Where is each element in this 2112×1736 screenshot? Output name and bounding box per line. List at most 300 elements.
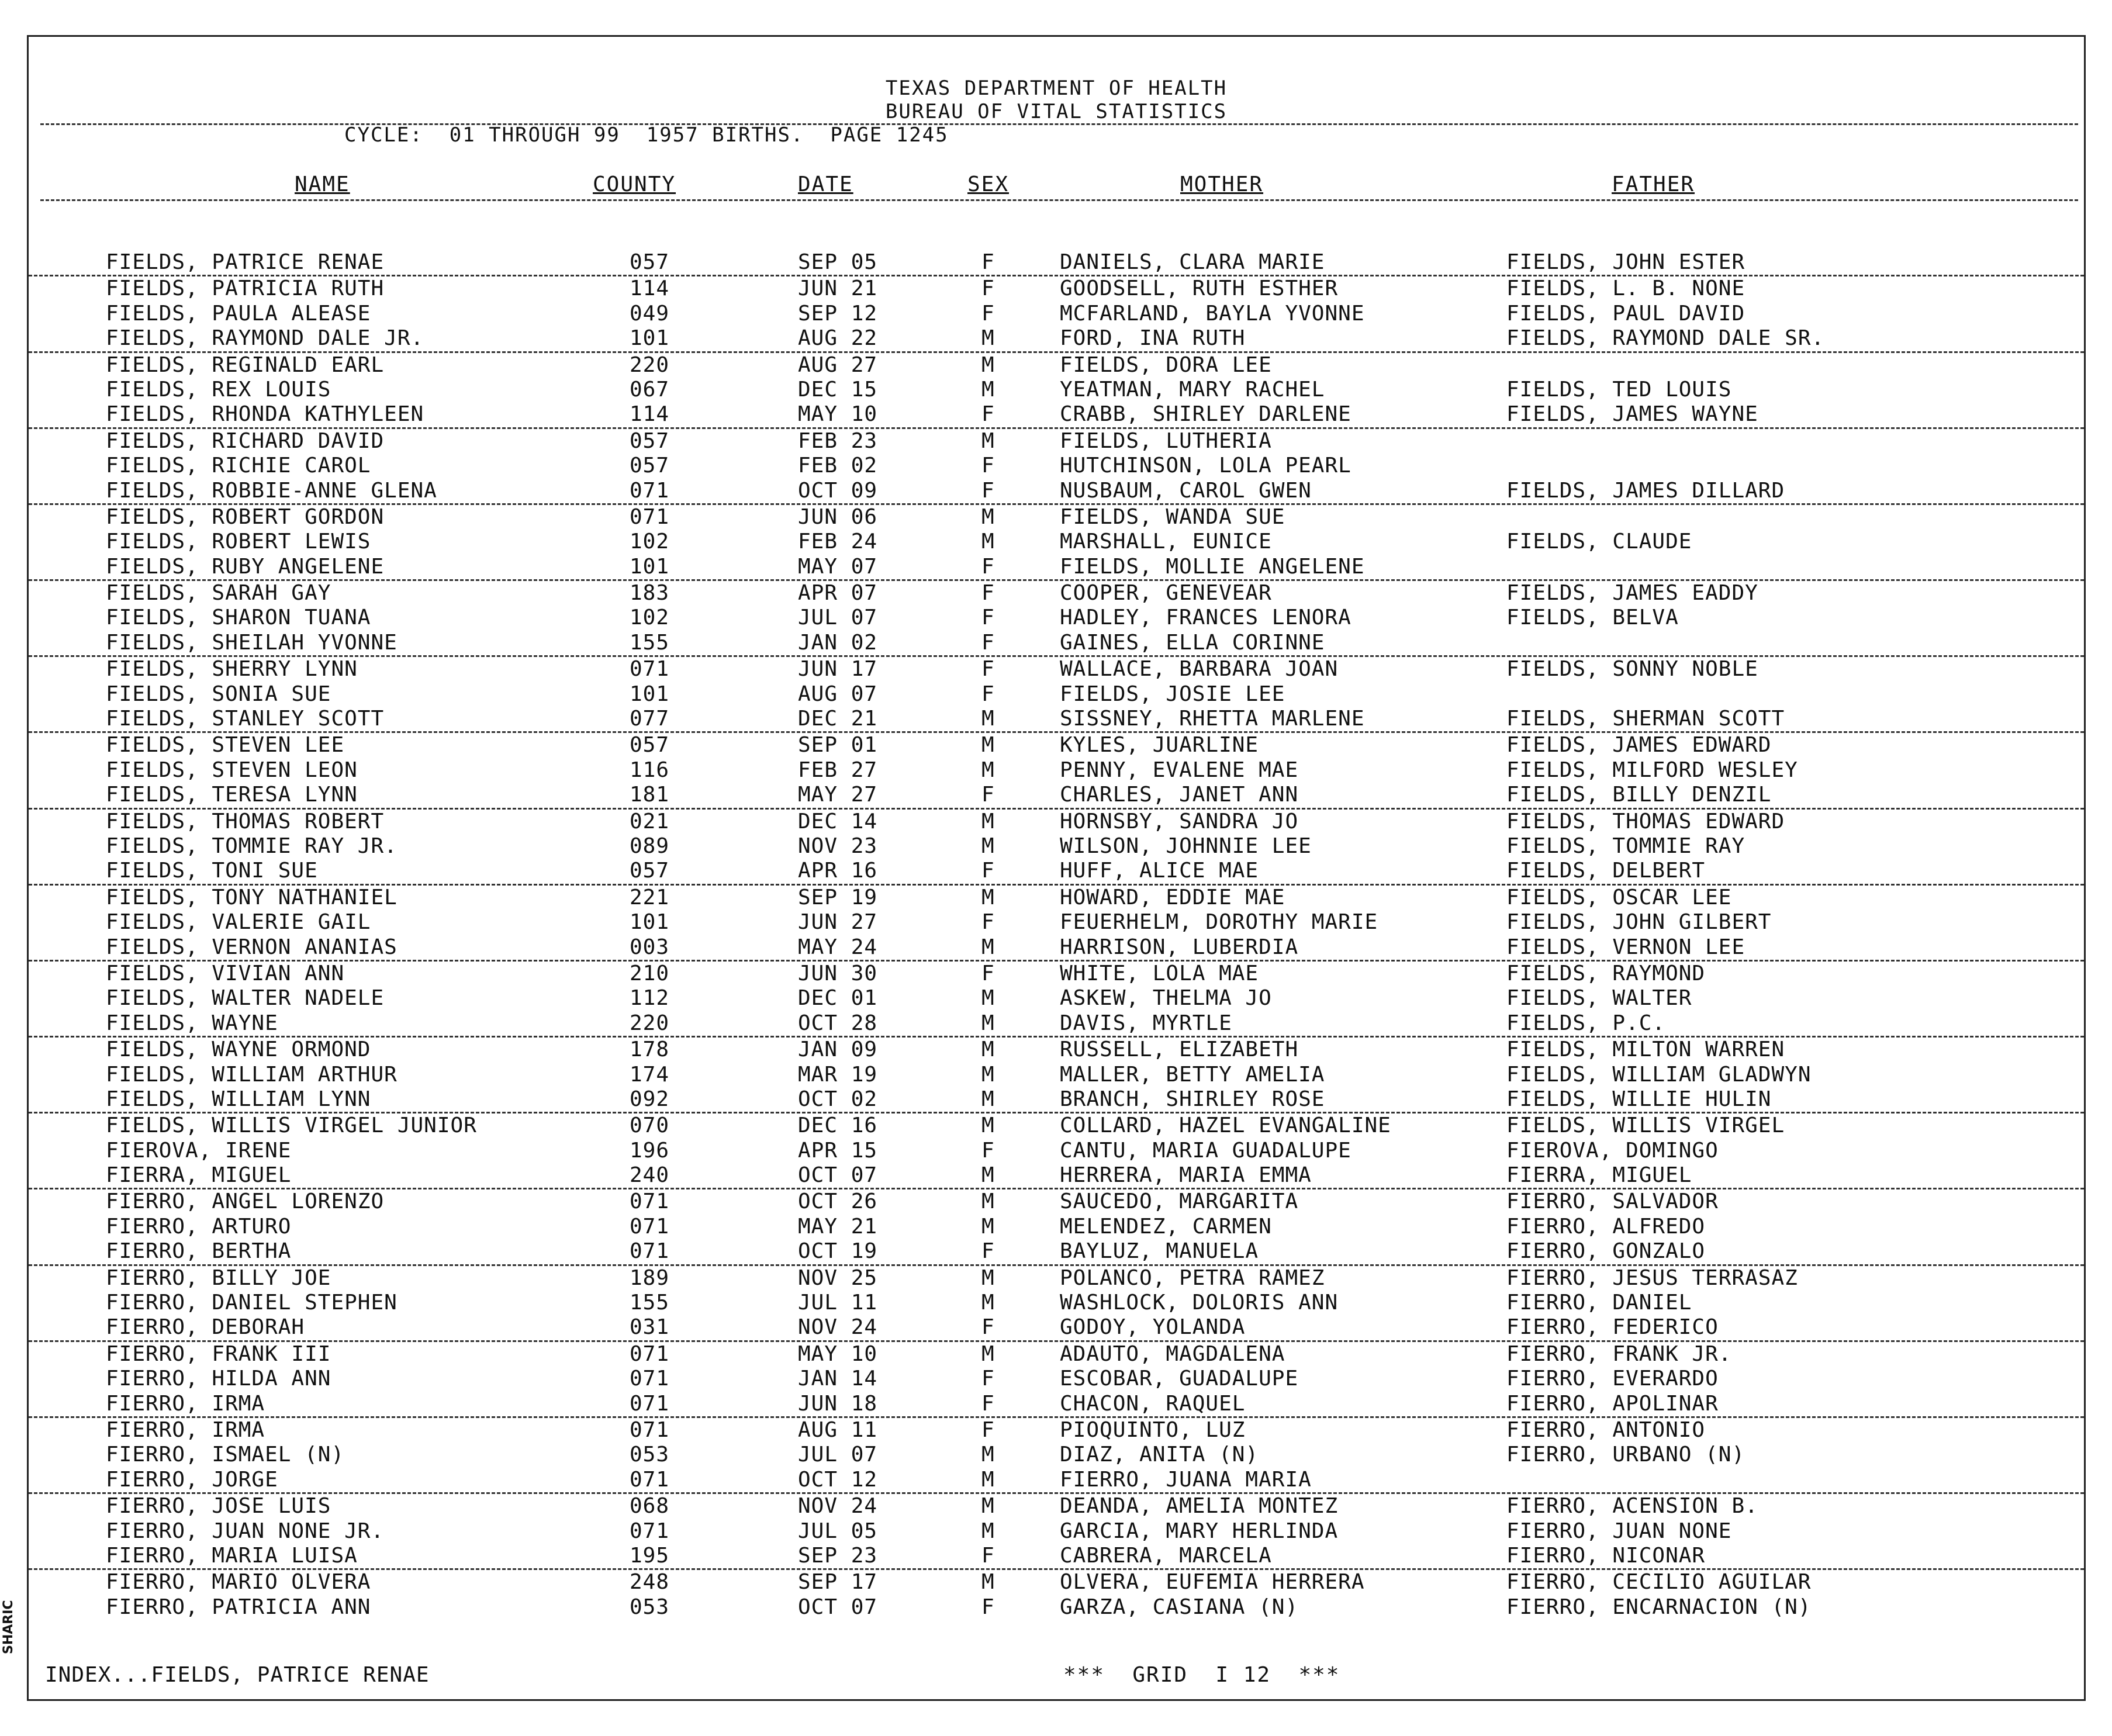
cell-sex: M [981,986,995,1011]
table-row [29,886,2084,910]
document-frame [27,35,2086,1701]
cell-sex: M [981,1443,995,1467]
cell-county: 070 [630,1113,670,1138]
cell-sex: M [981,1038,995,1062]
cell-county: 071 [630,504,670,529]
table-row [29,1011,2084,1038]
cell-sex: M [981,1214,995,1239]
cell-date: APR 16 [798,859,878,883]
table-row [29,1139,2084,1163]
cell-date: SEP 12 [798,301,878,326]
cell-father: FIERRO, ACENSION B. [1506,1494,1758,1519]
table-row [29,859,2084,885]
cell-name: FIERRO, PATRICIA ANN [106,1595,371,1619]
cell-date: AUG 27 [798,352,878,377]
cell-father: FIERRO, GONZALO [1506,1239,1706,1264]
cell-date: SEP 17 [798,1570,878,1595]
cell-mother: FIELDS, JOSIE LEE [1060,682,1285,706]
cell-mother: DIAZ, ANITA (N) [1060,1443,1259,1467]
cell-mother: CHACON, RAQUEL [1060,1391,1246,1416]
table-row [29,1239,2084,1265]
cell-name: FIERRA, MIGUEL [106,1163,292,1188]
cell-county: 189 [630,1265,670,1290]
cell-county: 067 [630,377,670,402]
col-header-father: FATHER [1612,172,1695,196]
cell-name: FIELDS, REGINALD EARL [106,352,385,377]
cell-name: FIELDS, TERESA LYNN [106,783,358,807]
cell-county: 089 [630,834,670,858]
cell-sex: M [981,1062,995,1087]
cell-date: NOV 24 [798,1315,878,1340]
cell-mother: WHITE, LOLA MAE [1060,961,1259,985]
cell-county: 174 [630,1062,670,1087]
cell-sex: M [981,428,995,453]
cell-mother: MELENDEZ, CARMEN [1060,1214,1272,1239]
table-row [29,1570,2084,1595]
cell-sex: M [981,758,995,782]
cell-name: FIELDS, STEVEN LEON [106,758,358,782]
cell-date: NOV 25 [798,1265,878,1290]
cell-mother: FIERRO, JUANA MARIA [1060,1467,1312,1492]
cell-name: FIELDS, PAULA ALEASE [106,301,371,326]
cell-county: 102 [630,606,670,630]
cell-mother: DAVIS, MYRTLE [1060,1011,1232,1035]
cell-sex: M [981,377,995,402]
cell-mother: MCFARLAND, BAYLA YVONNE [1060,301,1365,326]
cell-name: FIERRO, DEBORAH [106,1315,305,1340]
cell-father: FIELDS, L. B. NONE [1506,276,1745,301]
cell-sex: M [981,1265,995,1290]
cell-mother: HADLEY, FRANCES LENORA [1060,606,1351,630]
cell-mother: FIELDS, LUTHERIA [1060,428,1272,453]
cell-date: JAN 02 [798,630,878,655]
cell-name: FIERRO, JOSE LUIS [106,1494,331,1519]
table-row [29,657,2084,682]
cell-date: APR 07 [798,581,878,606]
cell-date: FEB 27 [798,758,878,782]
cell-sex: M [981,885,995,910]
cell-county: 220 [630,352,670,377]
table-row [29,555,2084,581]
cell-sex: M [981,1519,995,1543]
cell-date: MAY 10 [798,402,878,427]
table-row [29,1342,2084,1367]
cell-sex: F [981,657,995,682]
cell-mother: CRABB, SHIRLEY DARLENE [1060,402,1351,427]
cell-father: FIERRA, MIGUEL [1506,1163,1692,1188]
cell-county: 071 [630,657,670,682]
cell-father: FIERRO, SALVADOR [1506,1189,1719,1214]
cell-sex: F [981,1417,995,1442]
cell-county: 071 [630,1391,670,1416]
cell-father: FIELDS, WILLIAM GLADWYN [1506,1062,1812,1087]
cell-date: JUN 18 [798,1391,878,1416]
cell-sex: F [981,682,995,706]
table-row [29,429,2084,454]
cell-county: 057 [630,428,670,453]
cycle-line: CYCLE: 01 THROUGH 99 1957 BIRTHS. PAGE 1245 [344,123,949,147]
cell-mother: WALLACE, BARBARA JOAN [1060,657,1339,682]
table-row [29,707,2084,733]
cell-sex: M [981,1570,995,1595]
cell-sex: M [981,935,995,959]
cell-name: FIELDS, SARAH GAY [106,581,331,606]
cell-county: 183 [630,581,670,606]
cell-county: 031 [630,1315,670,1340]
cell-father: FIERRO, CECILIO AGUILAR [1506,1570,1812,1595]
table-row [29,479,2084,505]
cell-father: FIELDS, SHERMAN SCOTT [1506,707,1785,731]
cell-sex: M [981,530,995,554]
cell-county: 114 [630,402,670,427]
cell-name: FIELDS, RUBY ANGELENE [106,554,385,579]
cell-name: FIELDS, SHEILAH YVONNE [106,630,397,655]
cell-sex: M [981,1189,995,1214]
cell-name: FIELDS, RICHARD DAVID [106,428,385,453]
table-row [29,1038,2084,1062]
cell-mother: MALLER, BETTY AMELIA [1060,1062,1325,1087]
table-row [29,353,2084,378]
cell-county: 071 [630,1519,670,1543]
cell-sex: M [981,707,995,731]
cell-name: FIELDS, RHONDA KATHYLEEN [106,402,424,427]
cell-county: 053 [630,1595,670,1619]
cell-sex: F [981,783,995,807]
table-row [29,810,2084,834]
cell-father: FIERRO, ANTONIO [1506,1417,1706,1442]
cell-name: FIELDS, ROBERT LEWIS [106,530,371,554]
cell-date: JUN 27 [798,910,878,935]
cell-father: FIELDS, JAMES EDWARD [1506,733,1772,758]
cell-county: 021 [630,809,670,834]
cell-sex: F [981,1367,995,1391]
cell-county: 196 [630,1138,670,1163]
cell-mother: POLANCO, PETRA RAMEZ [1060,1265,1325,1290]
cell-mother: CABRERA, MARCELA [1060,1543,1272,1568]
cell-county: 114 [630,276,670,301]
cell-sex: F [981,1239,995,1264]
table-row [29,935,2084,962]
cell-date: SEP 01 [798,733,878,758]
cell-father: FIELDS, JOHN ESTER [1506,250,1745,274]
cell-name: FIELDS, STEVEN LEE [106,733,345,758]
cell-mother: FORD, INA RUTH [1060,326,1246,351]
cell-sex: M [981,733,995,758]
table-row [29,733,2084,758]
cell-sex: M [981,1291,995,1315]
column-header-rule [40,199,2078,201]
table-row [29,606,2084,630]
cell-mother: GARCIA, MARY HERLINDA [1060,1519,1339,1543]
cell-county: 057 [630,733,670,758]
cell-sex: F [981,961,995,985]
cell-date: JUL 05 [798,1519,878,1543]
cell-county: 071 [630,1341,670,1366]
cell-date: MAY 24 [798,935,878,959]
cell-father: FIELDS, OSCAR LEE [1506,885,1732,910]
cell-county: 003 [630,935,670,959]
cell-county: 049 [630,301,670,326]
cell-sex: M [981,352,995,377]
table-row [29,1367,2084,1391]
cell-name: FIELDS, WAYNE [106,1011,278,1035]
cell-county: 057 [630,859,670,883]
cell-father: FIELDS, TED LOUIS [1506,377,1732,402]
col-header-sex: SEX [967,172,1010,196]
cell-date: OCT 07 [798,1163,878,1188]
cell-name: FIELDS, WILLIS VIRGEL JUNIOR [106,1113,477,1138]
cell-county: 155 [630,630,670,655]
cell-name: FIELDS, ROBERT GORDON [106,504,385,529]
table-row [29,378,2084,402]
cell-date: JUN 06 [798,504,878,529]
cell-name: FIELDS, ROBBIE-ANNE GLENA [106,478,437,503]
cell-father: FIELDS, VERNON LEE [1506,935,1745,959]
cell-sex: M [981,1341,995,1366]
cell-name: FIELDS, WILLIAM LYNN [106,1087,371,1111]
cell-county: 071 [630,1367,670,1391]
cell-mother: PENNY, EVALENE MAE [1060,758,1299,782]
cell-father: FIELDS, DELBERT [1506,859,1706,883]
cell-county: 240 [630,1163,670,1188]
cell-county: 220 [630,1011,670,1035]
cell-sex: M [981,1011,995,1035]
cell-father: FIELDS, BELVA [1506,606,1679,630]
cell-name: FIEROVA, IRENE [106,1138,292,1163]
table-row [29,302,2084,326]
cell-county: 181 [630,783,670,807]
cell-date: JUN 17 [798,657,878,682]
cell-mother: FIELDS, WANDA SUE [1060,504,1285,529]
table-row [29,505,2084,530]
cell-mother: BAYLUZ, MANUELA [1060,1239,1259,1264]
cell-date: OCT 09 [798,478,878,503]
cell-sex: F [981,554,995,579]
table-row [29,454,2084,478]
cell-sex: F [981,1595,995,1619]
cell-mother: HUTCHINSON, LOLA PEARL [1060,454,1351,478]
cell-name: FIERRO, IRMA [106,1391,265,1416]
cell-county: 155 [630,1291,670,1315]
table-row [29,1519,2084,1544]
cell-mother: ASKEW, THELMA JO [1060,986,1272,1011]
table-row [29,1595,2084,1620]
cell-sex: F [981,454,995,478]
cell-sex: M [981,834,995,858]
cell-mother: FIELDS, MOLLIE ANGELENE [1060,554,1365,579]
cell-name: FIERRO, MARIO OLVERA [106,1570,371,1595]
cell-date: MAR 19 [798,1062,878,1087]
table-row [29,1063,2084,1087]
cell-mother: DEANDA, AMELIA MONTEZ [1060,1494,1339,1519]
table-row [29,1392,2084,1418]
cell-county: 068 [630,1494,670,1519]
cell-name: FIELDS, REX LOUIS [106,377,331,402]
cell-sex: M [981,1494,995,1519]
cell-sex: F [981,402,995,427]
table-row [29,986,2084,1011]
cell-county: 057 [630,454,670,478]
cell-county: 071 [630,1467,670,1492]
cell-father: FIELDS, JAMES DILLARD [1506,478,1785,503]
cell-name: FIELDS, TONI SUE [106,859,318,883]
table-row [29,783,2084,809]
cell-date: OCT 26 [798,1189,878,1214]
cell-date: DEC 21 [798,707,878,731]
cell-father: FIERRO, JUAN NONE [1506,1519,1732,1543]
cell-sex: M [981,1113,995,1138]
cell-county: 077 [630,707,670,731]
table-row [29,1544,2084,1570]
cell-mother: FEUERHELM, DOROTHY MARIE [1060,910,1378,935]
cell-name: FIERRO, FRANK III [106,1341,331,1366]
cell-date: DEC 14 [798,809,878,834]
cell-sex: F [981,630,995,655]
cell-mother: HARRISON, LUBERDIA [1060,935,1299,959]
cell-father: FIERRO, URBANO (N) [1506,1443,1745,1467]
cell-sex: F [981,859,995,883]
cell-county: 112 [630,986,670,1011]
cell-name: FIELDS, VALERIE GAIL [106,910,371,935]
cell-county: 101 [630,554,670,579]
cell-sex: F [981,1315,995,1340]
table-row [29,682,2084,707]
table-row [29,1291,2084,1315]
cell-name: FIERRO, MARIA LUISA [106,1543,358,1568]
cell-sex: F [981,581,995,606]
cell-name: FIELDS, RICHIE CAROL [106,454,371,478]
cell-name: FIELDS, PATRICIA RUTH [106,276,385,301]
cell-sex: F [981,250,995,274]
cell-date: JUN 21 [798,276,878,301]
cell-date: FEB 23 [798,428,878,453]
table-row [29,1315,2084,1341]
cell-date: MAY 10 [798,1341,878,1366]
cell-mother: HOWARD, EDDIE MAE [1060,885,1285,910]
cell-father: FIERRO, DANIEL [1506,1291,1692,1315]
cell-father: FIELDS, WILLIE HULIN [1506,1087,1772,1111]
cell-date: SEP 05 [798,250,878,274]
cell-date: JUL 07 [798,1443,878,1467]
cell-name: FIELDS, WAYNE ORMOND [106,1038,371,1062]
cell-name: FIERRO, ANGEL LORENZO [106,1189,385,1214]
cell-father: FIELDS, SONNY NOBLE [1506,657,1758,682]
cell-date: OCT 07 [798,1595,878,1619]
cell-name: FIELDS, WALTER NADELE [106,986,385,1011]
cell-mother: ESCOBAR, GUADALUPE [1060,1367,1299,1391]
cell-date: NOV 23 [798,834,878,858]
cell-mother: SAUCEDO, MARGARITA [1060,1189,1299,1214]
cell-sex: M [981,809,995,834]
table-row [29,581,2084,606]
cell-county: 116 [630,758,670,782]
cell-county: 178 [630,1038,670,1062]
cell-mother: WILSON, JOHNNIE LEE [1060,834,1312,858]
cell-sex: F [981,1391,995,1416]
cell-mother: DANIELS, CLARA MARIE [1060,250,1325,274]
cell-name: FIERRO, ARTURO [106,1214,292,1239]
cell-father: FIERRO, ALFREDO [1506,1214,1706,1239]
table-row [29,1418,2084,1443]
cell-name: FIERRO, IRMA [106,1417,265,1442]
cell-sex: F [981,276,995,301]
cell-father: FIELDS, JOHN GILBERT [1506,910,1772,935]
cell-mother: CANTU, MARIA GUADALUPE [1060,1138,1351,1163]
cell-name: FIELDS, PATRICE RENAE [106,250,385,274]
cell-date: DEC 01 [798,986,878,1011]
col-header-county: COUNTY [593,172,676,196]
table-row [29,250,2084,276]
table-row [29,758,2084,783]
cell-father: FIERRO, JESUS TERRASAZ [1506,1265,1798,1290]
cell-mother: FIELDS, DORA LEE [1060,352,1272,377]
cell-date: SEP 23 [798,1543,878,1568]
cell-county: 101 [630,682,670,706]
cell-county: 092 [630,1087,670,1111]
cell-date: FEB 02 [798,454,878,478]
cell-father: FIELDS, RAYMOND DALE SR. [1506,326,1825,351]
table-row [29,326,2084,352]
cell-sex: M [981,504,995,529]
cell-name: FIERRO, HILDA ANN [106,1367,331,1391]
table-row [29,834,2084,859]
cell-father: FIELDS, JAMES EADDY [1506,581,1758,606]
table-row [29,910,2084,935]
cell-date: MAY 07 [798,554,878,579]
table-row [29,276,2084,301]
cell-date: AUG 07 [798,682,878,706]
cell-mother: NUSBAUM, CAROL GWEN [1060,478,1312,503]
cell-sex: F [981,1138,995,1163]
cell-father: FIELDS, WILLIS VIRGEL [1506,1113,1785,1138]
table-row [29,1215,2084,1239]
cell-name: FIELDS, RAYMOND DALE JR. [106,326,424,351]
cell-mother: SISSNEY, RHETTA MARLENE [1060,707,1365,731]
cell-mother: BRANCH, SHIRLEY ROSE [1060,1087,1325,1111]
cell-date: MAY 21 [798,1214,878,1239]
table-row [29,1494,2084,1519]
side-mark: SHARIC [1,1600,16,1654]
cell-name: FIELDS, TOMMIE RAY JR. [106,834,397,858]
cell-father: FIELDS, P.C. [1506,1011,1666,1035]
cell-mother: ADAUTO, MAGDALENA [1060,1341,1285,1366]
cell-date: OCT 12 [798,1467,878,1492]
cell-mother: GARZA, CASIANA (N) [1060,1595,1299,1619]
records-table [29,250,2084,1620]
cell-mother: HORNSBY, SANDRA JO [1060,809,1299,834]
cell-date: SEP 19 [798,885,878,910]
cell-date: JUN 30 [798,961,878,985]
cell-county: 071 [630,1239,670,1264]
cell-sex: F [981,910,995,935]
cell-name: FIERRO, JORGE [106,1467,278,1492]
cell-date: APR 15 [798,1138,878,1163]
cell-county: 053 [630,1443,670,1467]
cell-sex: F [981,478,995,503]
cell-county: 071 [630,1417,670,1442]
cell-father: FIELDS, WALTER [1506,986,1692,1011]
table-row [29,1163,2084,1189]
cell-mother: HERRERA, MARIA EMMA [1060,1163,1312,1188]
cell-name: FIELDS, VIVIAN ANN [106,961,345,985]
cell-name: FIELDS, TONY NATHANIEL [106,885,397,910]
cell-county: 057 [630,250,670,274]
cell-mother: GODOY, YOLANDA [1060,1315,1246,1340]
cell-father: FIERRO, FEDERICO [1506,1315,1719,1340]
cell-date: JAN 14 [798,1367,878,1391]
cell-father: FIELDS, TOMMIE RAY [1506,834,1745,858]
cell-date: JUL 11 [798,1291,878,1315]
